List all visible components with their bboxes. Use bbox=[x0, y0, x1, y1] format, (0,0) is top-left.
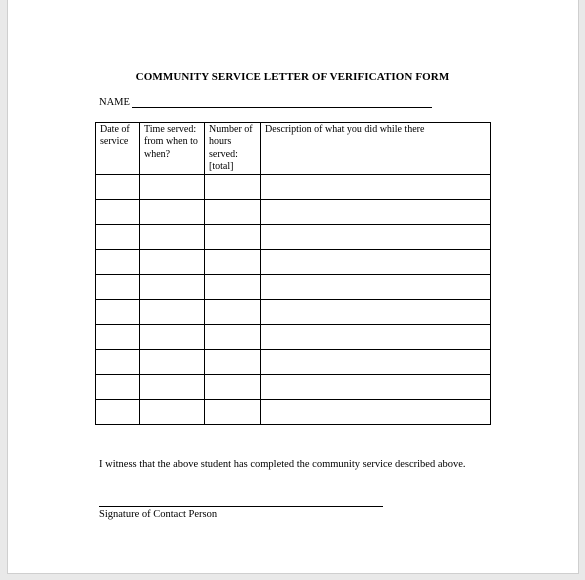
name-label: NAME bbox=[99, 97, 130, 108]
table-cell[interactable] bbox=[261, 349, 491, 374]
table-cell[interactable] bbox=[96, 224, 140, 249]
table-cell[interactable] bbox=[261, 274, 491, 299]
table-row bbox=[96, 374, 491, 399]
table-cell[interactable] bbox=[205, 199, 261, 224]
table-row bbox=[96, 199, 491, 224]
table-cell[interactable] bbox=[205, 324, 261, 349]
table-row bbox=[96, 174, 491, 199]
table-cell[interactable] bbox=[140, 299, 205, 324]
table-cell[interactable] bbox=[140, 274, 205, 299]
table-row bbox=[96, 349, 491, 374]
table-cell[interactable] bbox=[96, 374, 140, 399]
header-description: Description of what you did while there bbox=[261, 123, 491, 175]
table-row bbox=[96, 399, 491, 424]
table-cell[interactable] bbox=[140, 399, 205, 424]
table-cell[interactable] bbox=[261, 224, 491, 249]
table-cell[interactable] bbox=[140, 374, 205, 399]
table-cell[interactable] bbox=[96, 249, 140, 274]
table-row bbox=[96, 274, 491, 299]
table-cell[interactable] bbox=[96, 324, 140, 349]
table-cell[interactable] bbox=[205, 399, 261, 424]
header-number-of-hours: Number of hours served: [total] bbox=[205, 123, 261, 175]
table-cell[interactable] bbox=[261, 399, 491, 424]
table-cell[interactable] bbox=[205, 274, 261, 299]
service-log-table bbox=[95, 122, 491, 425]
table-cell[interactable] bbox=[261, 324, 491, 349]
table-row bbox=[96, 299, 491, 324]
table-cell[interactable] bbox=[261, 374, 491, 399]
table-cell[interactable] bbox=[261, 199, 491, 224]
table-cell[interactable] bbox=[140, 199, 205, 224]
table-cell[interactable] bbox=[205, 174, 261, 199]
table-cell[interactable] bbox=[96, 174, 140, 199]
table-cell[interactable] bbox=[261, 174, 491, 199]
table-cell[interactable] bbox=[96, 199, 140, 224]
table-cell[interactable] bbox=[140, 349, 205, 374]
header-date-of-service: Date of service bbox=[96, 123, 140, 175]
table-cell[interactable] bbox=[140, 224, 205, 249]
name-field-row bbox=[99, 97, 432, 108]
table-row bbox=[96, 224, 491, 249]
table-cell[interactable] bbox=[261, 249, 491, 274]
table-cell[interactable] bbox=[205, 249, 261, 274]
table-cell[interactable] bbox=[96, 399, 140, 424]
table-cell[interactable] bbox=[140, 249, 205, 274]
table-header-row bbox=[96, 123, 491, 175]
table-cell[interactable] bbox=[140, 174, 205, 199]
signature-label: Signature of Contact Person bbox=[99, 509, 218, 520]
table-cell[interactable] bbox=[205, 374, 261, 399]
table-cell[interactable] bbox=[140, 324, 205, 349]
name-field[interactable] bbox=[132, 97, 432, 108]
table-cell[interactable] bbox=[96, 274, 140, 299]
witness-statement: I witness that the above student has completed the community service described above. bbox=[99, 459, 466, 470]
table-cell[interactable] bbox=[96, 349, 140, 374]
table-row bbox=[96, 249, 491, 274]
header-time-served: Time served: from when to when? bbox=[140, 123, 205, 175]
form-title: COMMUNITY SERVICE LETTER OF VERIFICATION FORM bbox=[135, 71, 450, 83]
table-cell[interactable] bbox=[261, 299, 491, 324]
table-cell[interactable] bbox=[205, 224, 261, 249]
table-cell[interactable] bbox=[205, 349, 261, 374]
table-row bbox=[96, 324, 491, 349]
table-cell[interactable] bbox=[96, 299, 140, 324]
signature-line[interactable] bbox=[99, 506, 383, 507]
table-cell[interactable] bbox=[205, 299, 261, 324]
